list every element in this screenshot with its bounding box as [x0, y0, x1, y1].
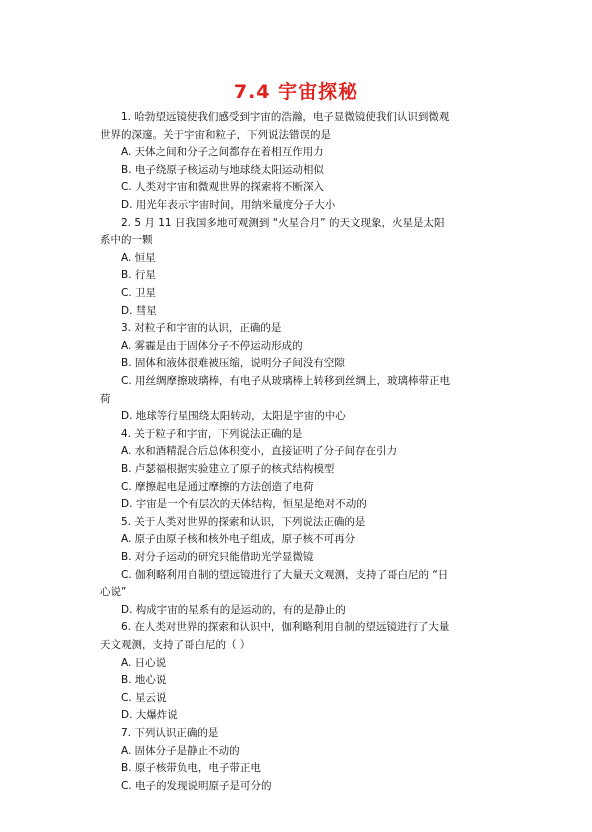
option-line: A. 恒星: [121, 251, 156, 264]
option-line: A. 固体分子是静止不动的: [121, 744, 240, 757]
option-line: C. 伽利略利用自制的望远镜进行了大量天文观测，支持了哥白尼的 “日: [121, 568, 449, 581]
option-line: B. 电子绕原子核运动与地球绕太阳运动相似: [121, 163, 324, 176]
option-line: B. 行星: [121, 269, 156, 282]
question-stem: 7. 下列认识正确的是: [121, 727, 219, 739]
option-line: C. 星云说: [121, 691, 167, 704]
option-line: B. 地心说: [121, 674, 167, 687]
option-line: B. 对分子运动的研究只能借助光学显微镜: [121, 551, 314, 563]
question-stem: 6. 在人类对世界的探索和认识中，伽利略利用自制的望远镜进行了大量: [121, 621, 450, 634]
option-line: C. 电子的发现说明原子是可分的: [121, 779, 272, 792]
option-line: D. 大爆炸说: [121, 709, 178, 722]
option-line: A. 雾霾是由于固体分子不停运动形成的: [121, 339, 303, 352]
question-stem: 2. 5 月 11 日我国多地可观测到 “火星合月” 的天文现象，火星是太阳: [121, 216, 445, 229]
continuation-line: 荷: [100, 392, 111, 405]
option-line: B. 固体和液体很难被压缩，说明分子间没有空隙: [121, 357, 345, 370]
option-line: D. 宇宙是一个有层次的天体结构，恒星是绝对不动的: [121, 498, 367, 511]
option-line: A. 日心说: [121, 656, 167, 669]
question-stem: 4. 关于粒子和宇宙，下列说法正确的是: [121, 427, 303, 440]
page-title: 7.4 宇宙探秘: [233, 81, 359, 103]
continuation-line: 系中的一颗: [100, 234, 153, 247]
option-line: A. 天体之间和分子之间都存在着相互作用力: [121, 146, 324, 159]
option-line: C. 摩擦起电是通过摩擦的方法创造了电荷: [121, 480, 314, 493]
continuation-line: 世界的深邃。关于宇宙和粒子，下列说法错误的是: [100, 128, 331, 141]
option-line: C. 卫星: [121, 287, 157, 299]
continuation-line: 天文观测，支持了哥白尼的（ ）: [100, 639, 251, 651]
question-stem: 1. 哈勃望远镜使我们感受到宇宙的浩瀚，电子显微镜使我们认识到微观: [121, 111, 450, 123]
option-line: D. 构成宇宙的星系有的是运动的，有的是静止的: [121, 603, 346, 616]
option-line: D. 地球等行星围绕太阳转动，太阳是宇宙的中心: [121, 410, 346, 423]
option-line: C. 用丝绸摩擦玻璃棒，有电子从玻璃棒上转移到丝绸上，玻璃棒带正电: [121, 375, 451, 387]
option-line: D. 彗星: [121, 304, 157, 317]
option-line: B. 卢瑟福根据实验建立了原子的核式结构模型: [121, 463, 335, 475]
continuation-line: 心说”: [100, 586, 127, 599]
question-stem: 3. 对粒子和宇宙的认识，正确的是: [121, 322, 282, 335]
option-line: C. 人类对宇宙和微观世界的探索将不断深入: [121, 181, 325, 194]
option-line: B. 原子核带负电，电子带正电: [121, 762, 261, 775]
option-line: A. 水和酒精混合后总体积变小，直接证明了分子间存在引力: [121, 445, 398, 458]
option-line: D. 用光年表示宇宙时间，用纳米量度分子大小: [121, 199, 336, 211]
option-line: A. 原子由原子核和核外电子组成，原子核不可再分: [121, 533, 356, 546]
question-stem: 5. 关于人类对世界的探索和认识，下列说法正确的是: [121, 515, 366, 528]
